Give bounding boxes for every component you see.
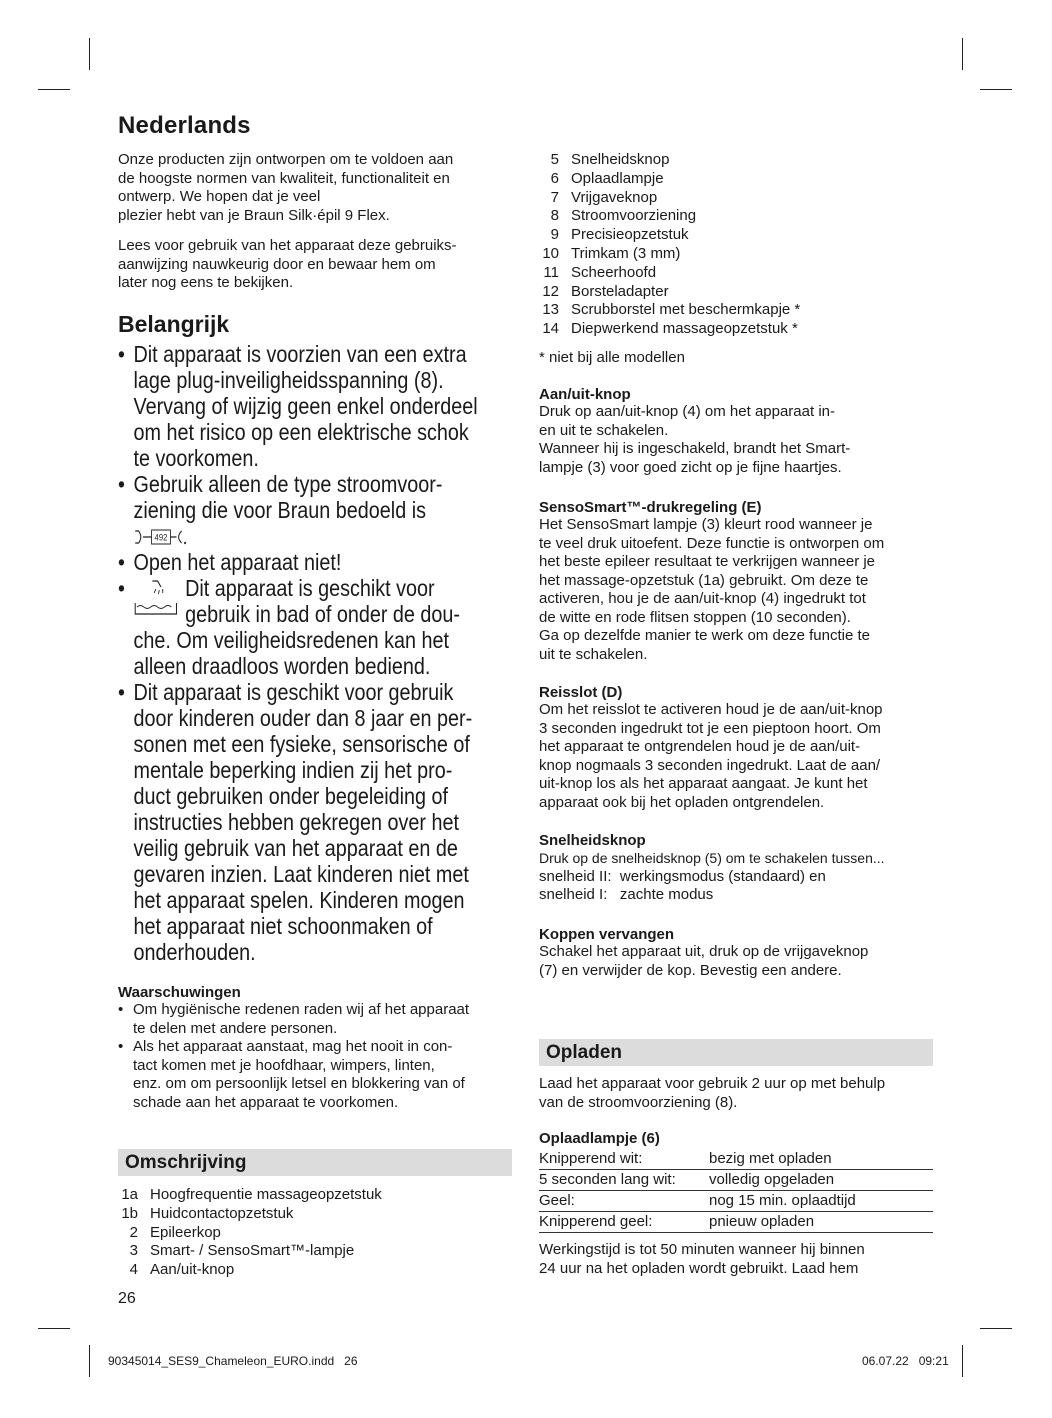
text-line: enz. om om persoonlijk letsel en blokkering van of — [133, 1075, 465, 1092]
section-replace-heads — [539, 926, 939, 980]
page-title: Nederlands — [118, 112, 251, 139]
crop-mark — [89, 1345, 90, 1377]
section-travel-lock — [539, 684, 939, 812]
section-heading: Koppen vervangen — [539, 926, 675, 943]
charging-heading-bar — [539, 1039, 933, 1066]
bullet-item: • Open het apparaat niet! — [118, 549, 522, 575]
text-line: te voorkomen. — [133, 445, 259, 471]
intro-paragraph — [118, 151, 518, 225]
section-heading: Reisslot (D) — [539, 684, 623, 701]
text-line: Ga op dezelfde manier te werk om deze functie te — [539, 627, 871, 644]
part-number: 4 — [129, 1261, 138, 1279]
plug-symbol-line — [133, 523, 522, 549]
footer-file-info: 90345014_SES9_Chameleon_EURO.indd 26 — [108, 1354, 358, 1368]
bath-shower-icon — [132, 577, 180, 617]
text-line: • Als het apparaat aanstaat, mag het nooit in con- — [133, 1038, 453, 1055]
part-number: 8 — [550, 207, 559, 225]
text-line: • Om hygiënische redenen raden wij af het apparaat — [133, 1001, 470, 1018]
list-item — [118, 1186, 382, 1205]
part-label: Scheerhoofd — [571, 263, 657, 281]
list-item — [539, 189, 800, 208]
table-row — [539, 1212, 933, 1233]
table-cell: Knipperend geel: — [539, 1212, 709, 1233]
table-cell: Geel: — [539, 1191, 709, 1212]
text-line: aanwijzing nauwkeurig door en bewaar hem om — [118, 255, 436, 273]
text-line: Vervang of wijzig geen enkel onderdeel — [133, 393, 478, 419]
warnings-heading: Waarschuwingen — [118, 984, 241, 1001]
description-heading-bar — [118, 1149, 512, 1176]
part-number: 6 — [550, 169, 559, 187]
text-line: Dit apparaat is geschikt voor gebruik — [133, 679, 454, 705]
text-line: Laad het apparaat voor gebruik 2 uur op met behulp — [539, 1075, 886, 1092]
table-row — [539, 1149, 933, 1170]
text-line: uit-knop los als het apparaat aangaat. Je kunt het — [539, 775, 868, 792]
read-instructions-paragraph — [118, 237, 518, 293]
part-label: Smart- / SensoSmart™-lampje — [150, 1242, 355, 1260]
text-line: het beste epileer resultaat te verkrijgen wanneer je — [539, 553, 876, 570]
list-item — [539, 151, 800, 170]
text-line: Om het reisslot te activeren houd je de aan/uit-knop — [539, 701, 883, 718]
list-item — [539, 301, 800, 320]
part-label: Borsteladapter — [571, 282, 669, 300]
part-number: 9 — [550, 226, 559, 244]
text-line: Werkingstijd is tot 50 minuten wanneer hij binnen — [539, 1241, 865, 1258]
table-row — [539, 1170, 933, 1191]
charging-heading: Opladen — [546, 1042, 623, 1063]
list-item — [539, 207, 800, 226]
part-label: Aan/uit-knop — [150, 1261, 235, 1279]
text-line: te delen met andere personen. — [133, 1019, 338, 1037]
plug-code-label: 492 — [154, 531, 168, 543]
text-line: 24 uur na het opladen wordt gebruikt. Laad hem — [539, 1259, 859, 1277]
text-line: Wanneer hij is ingeschakeld, brandt het Smart- — [539, 440, 851, 457]
list-item — [118, 1205, 382, 1224]
description-heading: Omschrijving — [125, 1152, 247, 1173]
part-label: Diepwerkend massageopzetstuk * — [571, 320, 798, 338]
table-cell: Knipperend wit: — [539, 1149, 709, 1170]
section-heading: SensoSmart™-drukregeling (E) — [539, 499, 762, 516]
crop-mark — [89, 38, 90, 70]
text-line: Open het apparaat niet! — [133, 549, 342, 575]
page-number: 26 — [118, 1290, 136, 1307]
text-line: plezier hebt van je Braun Silk·épil 9 Flex. — [118, 206, 390, 224]
text-line: gebruik in bad of onder de dou- — [185, 601, 461, 627]
bullet-item: • Dit apparaat is geschikt voor gebruik in bad of onder de dou- che. Om veiligheidsredenen kan het alleen draadloos worden bediend. — [118, 575, 522, 679]
part-label: Precisieopzetstuk — [571, 226, 689, 244]
part-label: Hoogfrequentie massageopzetstuk — [150, 1186, 382, 1203]
text-line: het apparaat niet schoonmaken of — [133, 913, 433, 939]
part-label: Epileerkop — [150, 1223, 221, 1241]
text-line: onderhouden. — [133, 939, 256, 965]
text-line: knop nogmaals 3 seconden ingedrukt. Laat de aan/ — [539, 756, 881, 774]
list-item — [539, 320, 800, 339]
crop-mark — [962, 38, 963, 70]
text-line: het apparaat spelen. Kinderen mogen — [133, 887, 465, 913]
part-number: 10 — [542, 244, 559, 262]
plug-symbol-icon — [133, 527, 193, 547]
charge-light-table — [539, 1149, 933, 1233]
section-sensosmart — [539, 499, 939, 664]
part-number: 12 — [542, 282, 559, 300]
text-line: gevaren inzien. Laat kinderen niet met — [133, 861, 469, 887]
bullet-item: • Dit apparaat is voorzien van een extra lage plug-inveiligheidsspanning (8). Vervang of wijzig geen enkel onderdeel om het risico op een elektrische schok te voorkomen. — [118, 341, 522, 471]
text-line: veilig gebruik van het apparaat en de — [133, 835, 458, 861]
table-cell: bezig met opladen — [709, 1149, 933, 1170]
list-item — [539, 226, 800, 245]
part-label: Stroomvoorziening — [571, 207, 697, 225]
text-line: de hoogste normen van kwaliteit, functionaliteit en — [118, 169, 450, 187]
text-line: duct gebruiken onder begeleiding of — [133, 783, 449, 809]
text-line: door kinderen ouder dan 8 jaar en per- — [133, 705, 473, 731]
part-label: Scrubborstel met beschermkapje * — [571, 301, 801, 319]
part-label: Vrijgaveknop — [571, 188, 658, 206]
text-line: Lees voor gebruik van het apparaat deze gebruiks- — [118, 237, 457, 254]
part-number: 1b — [121, 1204, 138, 1222]
warning-item — [118, 1001, 518, 1038]
part-label: Trimkam (3 mm) — [571, 244, 681, 262]
table-row — [539, 1191, 933, 1212]
text-line: ontwerp. We hopen dat je veel — [118, 188, 321, 205]
text-line: tact komen met je hoofdhaar, wimpers, linten, — [133, 1056, 435, 1074]
text-line: schade aan het apparaat te voorkomen. — [133, 1093, 399, 1111]
text-line: alleen draadloos worden bediend. — [133, 653, 431, 679]
text-line: che. Om veiligheidsredenen kan het — [133, 627, 450, 653]
text-line: van de stroomvoorziening (8). — [539, 1093, 738, 1111]
table-cell: volledig opgeladen — [709, 1170, 933, 1191]
warnings-block — [118, 984, 518, 1112]
text-line: Schakel het apparaat uit, druk op de vrijgaveknop — [539, 943, 869, 960]
crop-mark — [38, 1328, 70, 1329]
part-label: Oplaadlampje — [571, 169, 664, 187]
list-item — [118, 1261, 382, 1280]
crop-mark — [980, 1328, 1012, 1329]
text-line: Druk op aan/uit-knop (4) om het apparaat in- — [539, 403, 835, 420]
crop-mark — [980, 89, 1012, 90]
text-line: Dit apparaat is voorzien van een extra — [133, 341, 467, 367]
text-line: lage plug-inveiligheidsspanning (8). — [133, 367, 444, 393]
list-item — [539, 170, 800, 189]
part-label: Snelheidsknop — [571, 151, 670, 168]
part-number: 3 — [129, 1242, 138, 1260]
charging-paragraph — [539, 1075, 939, 1112]
table-cell: 5 seconden lang wit: — [539, 1170, 709, 1191]
crop-mark — [962, 1345, 963, 1377]
text-line: Onze producten zijn ontworpen om te voldoen aan — [118, 151, 454, 168]
list-item — [118, 1242, 382, 1261]
footnote: * niet bij alle modellen — [539, 349, 685, 366]
text-line: Gebruik alleen de type stroomvoor- — [133, 471, 443, 497]
text-line: apparaat ook bij het opladen ontgrendelen. — [539, 793, 825, 811]
section-speed-button — [539, 832, 939, 905]
parts-list-left — [118, 1186, 382, 1280]
text-line: het apparaat te ontgrendelen houd je de aan/uit- — [539, 738, 861, 755]
section-heading: Aan/uit-knop — [539, 386, 631, 403]
table-cell: nog 15 min. oplaadtijd — [709, 1191, 933, 1212]
part-number: 1a — [121, 1186, 138, 1203]
text-line: lampje (3) voor goed zicht op je fijne haartjes. — [539, 458, 842, 476]
list-item — [539, 283, 800, 302]
text-line: 3 seconden ingedrukt tot je een pieptoon hoort. Om — [539, 719, 881, 737]
text-line: uit te schakelen. — [539, 645, 648, 663]
text-line: later nog eens te bekijken. — [118, 274, 294, 291]
charge-light-heading: Oplaadlampje (6) — [539, 1130, 660, 1147]
important-heading: Belangrijk — [118, 311, 230, 337]
text-line: ziening die voor Braun bedoeld is — [133, 497, 426, 523]
text-line: Het SensoSmart lampje (3) kleurt rood wanneer je — [539, 516, 873, 533]
text-line: en uit te schakelen. — [539, 421, 669, 439]
footer-date: 06.07.22 09:21 — [862, 1354, 949, 1368]
text-line: (7) en verwijder de kop. Bevestig een andere. — [539, 961, 842, 979]
part-number: 14 — [542, 320, 559, 338]
text-line: te veel druk uitoefent. Deze functie is ontworpen om — [539, 534, 885, 552]
list-item — [118, 1224, 382, 1243]
parts-list-right — [539, 151, 800, 339]
text-line: snelheid II: werkingsmodus (standaard) en — [539, 867, 826, 885]
section-power-button — [539, 386, 939, 477]
warning-item — [118, 1038, 518, 1112]
text-line: activeren, hou je de aan/uit-knop (4) ingedrukt tot — [539, 590, 866, 607]
list-item — [539, 264, 800, 283]
part-number: 11 — [543, 263, 559, 281]
part-number: 5 — [550, 151, 559, 168]
text-line: Druk op de snelheidsknop (5) om te schakelen tussen... — [539, 850, 885, 866]
text-line: snelheid I: zachte modus — [539, 886, 714, 903]
text-line: mentale beperking indien zij het pro- — [133, 757, 453, 783]
text-line: het massage-opzetstuk (1a) gebruikt. Om deze te — [539, 571, 869, 589]
table-cell: pnieuw opladen — [709, 1212, 933, 1233]
text-line: Dit apparaat is geschikt voor — [185, 575, 435, 601]
runtime-paragraph — [539, 1241, 939, 1278]
crop-mark — [38, 89, 70, 90]
part-number: 7 — [550, 188, 559, 206]
text-line: sonen met een fysieke, sensorische of — [133, 731, 470, 757]
part-number: 2 — [129, 1223, 138, 1241]
text-line: instructies hebben gekregen over het — [133, 809, 459, 835]
bullet-item: • Dit apparaat is geschikt voor gebruik door kinderen ouder dan 8 jaar en per- sonen met een fysieke, sensorische of mentale beperking indien zij het pro- duct gebruiken onder begeleiding of instructies hebben gekregen over het veilig gebruik van het apparaat en de gevaren inzien. Laat kinderen niet met het apparaat spelen. Kinderen mogen het apparaat niet schoonmaken of onderhouden. — [118, 679, 522, 965]
part-number: 13 — [542, 301, 559, 319]
section-heading: Snelheidsknop — [539, 832, 646, 849]
part-label: Huidcontactopzetstuk — [150, 1204, 294, 1222]
important-bullets — [118, 341, 522, 965]
bullet-item: • Gebruik alleen de type stroomvoor- ziening die voor Braun bedoeld is 492 — [118, 471, 522, 549]
text-line: om het risico op een elektrische schok — [133, 419, 469, 445]
list-item — [539, 245, 800, 264]
text-line: de witte en rode flitsen stoppen (10 seconden). — [539, 608, 851, 626]
